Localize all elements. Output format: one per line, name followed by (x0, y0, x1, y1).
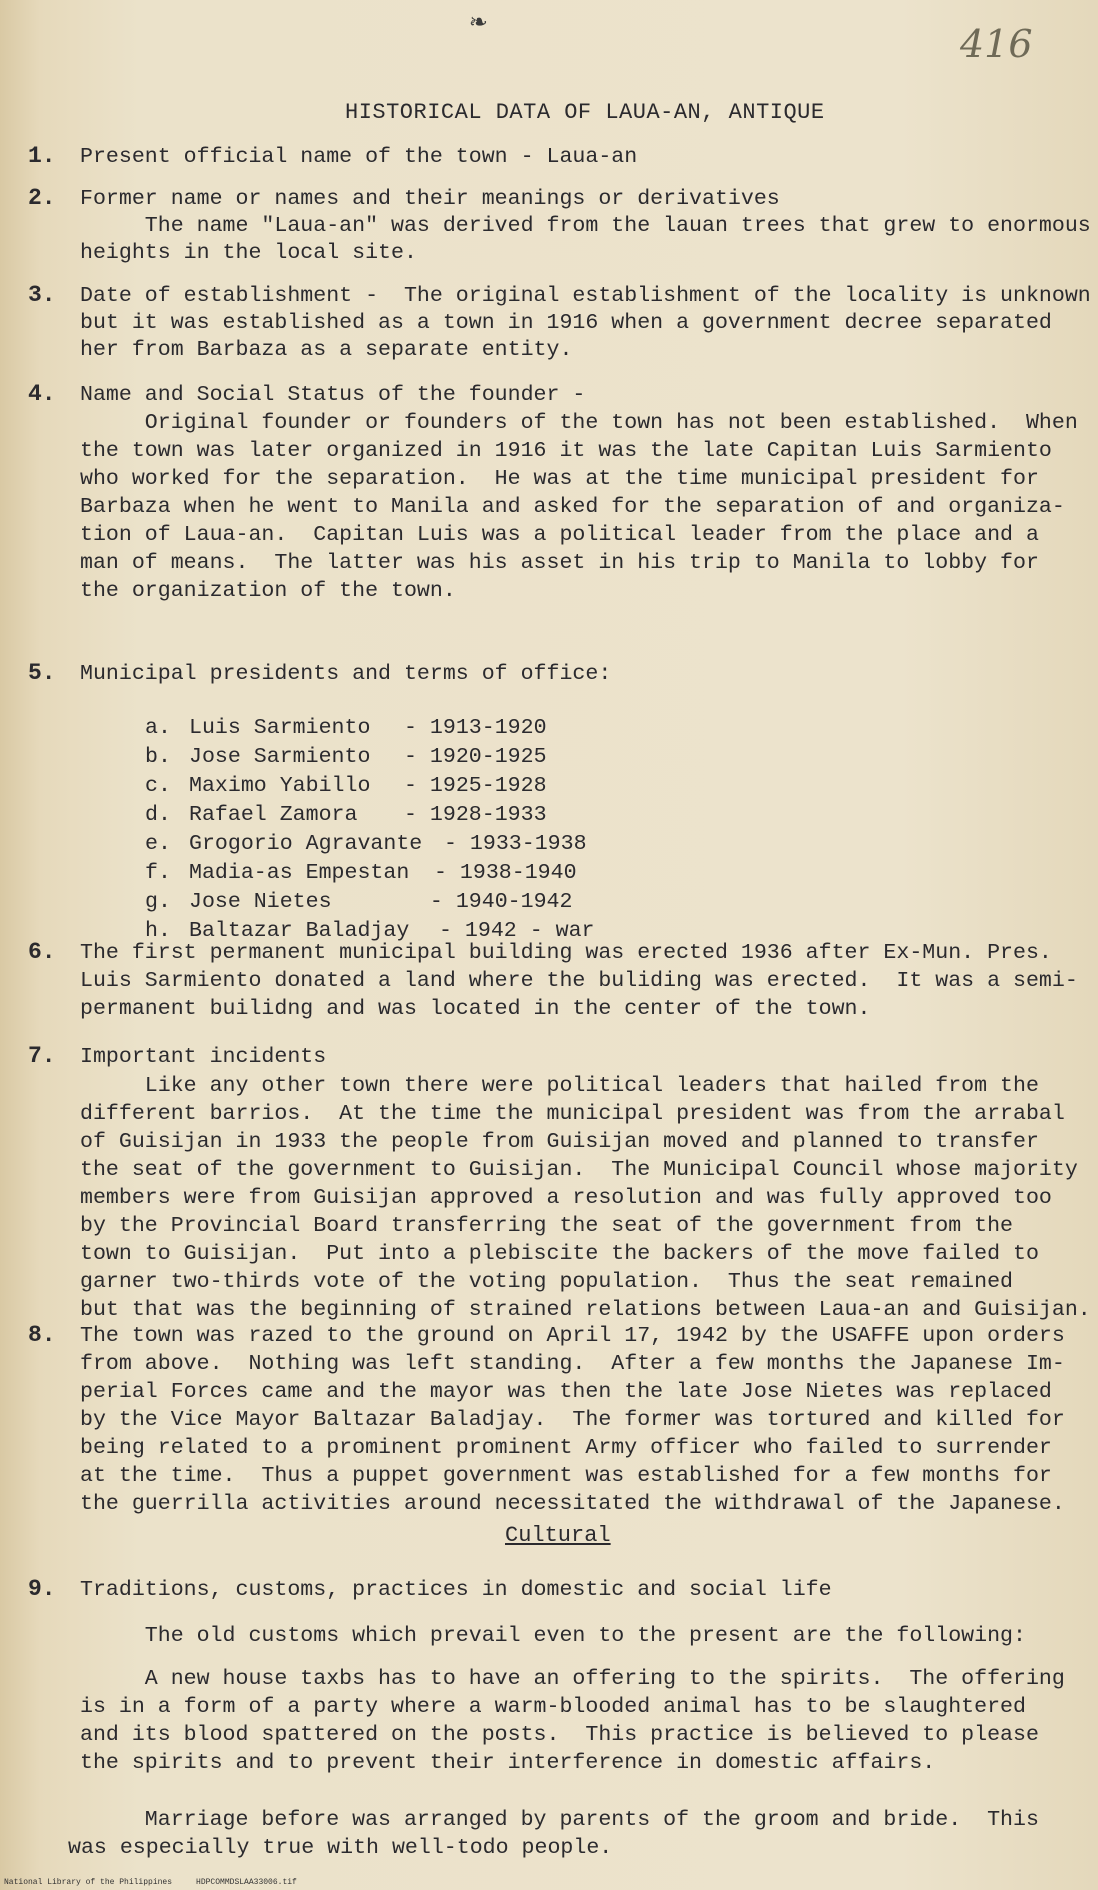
footer-caption: National Library of the Philippines HDPCOMMDSLAA33006.tif (4, 1878, 297, 1887)
item-3-line: her from Barbaza as a separate entity. (80, 338, 573, 362)
item-6-line: permanent builidng and was located in the center of the town. (80, 997, 871, 1021)
item-9-line: Marriage before was arranged by parents of the groom and bride. This (80, 1808, 1039, 1832)
item-number: 1. (28, 143, 56, 169)
item-9-line: the spirits and to prevent their interference in domestic affairs. (80, 1751, 936, 1775)
item-7-line: by the Provincial Board transferring the seat of the government from the (80, 1214, 1014, 1238)
list-item: c. Maximo Yabillo - 1925-1928 (145, 774, 547, 798)
item-7-line: garner two-thirds vote of the voting population. Thus the seat remained (80, 1270, 1014, 1294)
item-2-line: heights in the local site. (80, 241, 417, 265)
item-number: 6. (28, 939, 56, 965)
item-7-line: the seat of the government to Guisijan. The Municipal Council whose majority (80, 1158, 1078, 1182)
item-9-line: A new house taxbs has to have an offering to the spirits. The offering (80, 1667, 1065, 1691)
item-number: 7. (28, 1043, 56, 1069)
item-9-line: was especially true with well-todo people. (68, 1836, 613, 1860)
item-number: 2. (28, 185, 56, 211)
item-3-line: but it was established as a town in 1916 when a government decree separated (80, 311, 1052, 335)
item-number: 5. (28, 660, 56, 686)
section-heading: Cultural (505, 1523, 611, 1548)
item-4-line: tion of Laua-an. Capitan Luis was a political leader from the place and a (80, 523, 1039, 547)
list-item: b. Jose Sarmiento - 1920-1925 (145, 745, 547, 769)
item-6-line: Luis Sarmiento donated a land where the buliding was erected. It was a semi- (80, 969, 1078, 993)
list-item: a. Luis Sarmiento - 1913-1920 (145, 716, 547, 740)
item-2-line: Former name or names and their meanings or derivatives (80, 187, 780, 211)
item-7-line: but that was the beginning of strained relations between Laua-an and Guisijan. (80, 1298, 1091, 1322)
list-item: f. Madia-as Empestan - 1938-1940 (145, 861, 577, 885)
item-9-line: and its blood spattered on the posts. This practice is believed to please (80, 1723, 1039, 1747)
item-4-line: Name and Social Status of the founder - (80, 383, 586, 407)
item-8-line: The town was razed to the ground on April 17, 1942 by the USAFFE upon orders (80, 1324, 1065, 1348)
item-1-line: Present official name of the town - Laua-an (80, 145, 638, 169)
item-9-line: The old customs which prevail even to the present are the following: (80, 1624, 1026, 1648)
item-7-line: different barrios. At the time the municipal president was from the arrabal (80, 1102, 1065, 1126)
document-title: HISTORICAL DATA OF LAUA-AN, ANTIQUE (345, 100, 825, 125)
item-number: 9. (28, 1576, 56, 1602)
item-5-line: Municipal presidents and terms of office: (80, 662, 612, 686)
item-7-line: town to Guisijan. Put into a plebiscite the backers of the move failed to (80, 1242, 1039, 1266)
item-4-line: the town was later organized in 1916 it was the late Capitan Luis Sarmiento (80, 439, 1052, 463)
item-8-line: being related to a prominent prominent Army officer who failed to surrender (80, 1436, 1052, 1460)
item-number: 4. (28, 381, 56, 407)
item-number: 8. (28, 1322, 56, 1348)
item-2-line: The name "Laua-an" was derived from the lauan trees that grew to enormous (80, 214, 1091, 238)
item-8-line: perial Forces came and the mayor was then the late Jose Nietes was replaced (80, 1380, 1052, 1404)
item-4-line: Barbaza when he went to Manila and asked for the separation of and organiza- (80, 495, 1065, 519)
item-4-line: man of means. The latter was his asset in his trip to Manila to lobby for (80, 551, 1039, 575)
item-7-line: Like any other town there were political leaders that hailed from the (80, 1074, 1039, 1098)
item-7-line: of Guisijan in 1933 the people from Guisijan moved and planned to transfer (80, 1130, 1039, 1154)
item-7-line: Important incidents (80, 1045, 327, 1069)
item-8-line: by the Vice Mayor Baltazar Baladjay. The former was tortured and killed for (80, 1408, 1065, 1432)
item-4-line: who worked for the separation. He was at the time municipal president for (80, 467, 1039, 491)
item-6-line: The first permanent municipal building was erected 1936 after Ex-Mun. Pres. (80, 941, 1052, 965)
item-3-line: Date of establishment - The original establishment of the locality is unknown (80, 284, 1091, 308)
page-number: 416 (960, 22, 1033, 66)
item-9-line: Traditions, customs, practices in domestic and social life (80, 1578, 832, 1602)
ornament-icon: ❧ (470, 8, 487, 39)
list-item: d. Rafael Zamora - 1928-1933 (145, 803, 547, 827)
item-number: 3. (28, 282, 56, 308)
list-item: h. Baltazar Baladjay - 1942 - war (145, 919, 595, 943)
item-7-line: members were from Guisijan approved a resolution and was fully approved too (80, 1186, 1052, 1210)
item-8-line: the guerrilla activities around necessitated the withdrawal of the Japanese. (80, 1492, 1065, 1516)
item-8-line: from above. Nothing was left standing. After a few months the Japanese Im- (80, 1352, 1065, 1376)
item-8-line: at the time. Thus a puppet government was established for a few months for (80, 1464, 1052, 1488)
item-9-line: is in a form of a party where a warm-blooded animal has to be slaughtered (80, 1695, 1026, 1719)
item-4-line: Original founder or founders of the town has not been established. When (80, 411, 1078, 435)
item-4-line: the organization of the town. (80, 579, 456, 603)
presidents-list (145, 714, 595, 946)
list-item: e. Grogorio Agravante - 1933-1938 (145, 832, 587, 856)
list-item: g. Jose Nietes - 1940-1942 (145, 890, 573, 914)
